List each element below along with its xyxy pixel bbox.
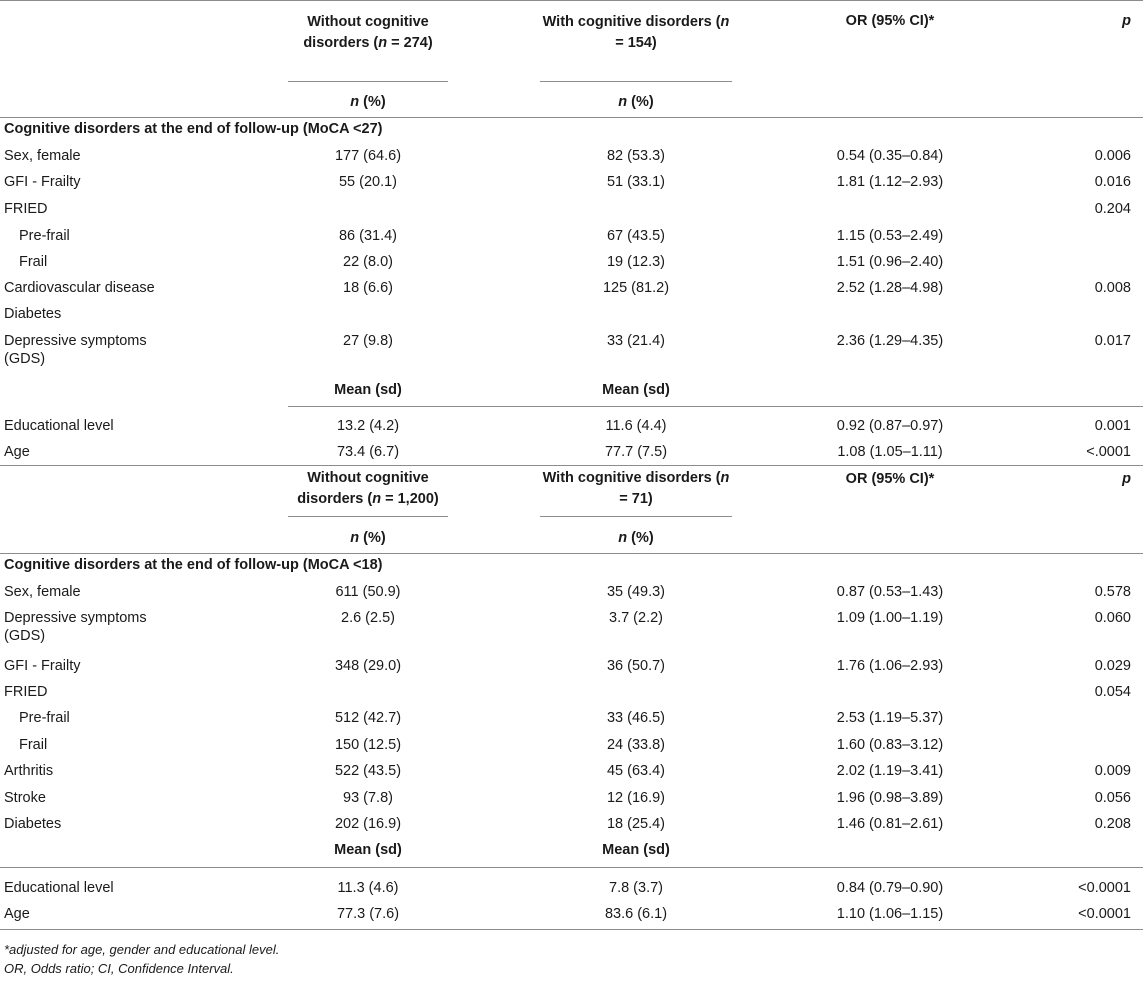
- cell-with: 83.6 (6.1): [604, 906, 668, 922]
- cell-without: 27 (9.8): [343, 333, 393, 349]
- cell-or: 1.81 (1.12–2.93): [836, 174, 944, 190]
- panel-divider-rule: [0, 465, 1143, 466]
- cell-or: 1.46 (0.81–2.61): [836, 816, 944, 832]
- cell-or: 1.10 (1.06–1.15): [836, 906, 944, 922]
- cell-with: 45 (63.4): [606, 763, 666, 779]
- cell-with: 18 (25.4): [606, 816, 666, 832]
- cell-without: 55 (20.1): [338, 174, 398, 190]
- header-without-col: Without cognitive disorders (n = 1,200): [297, 470, 439, 507]
- cell-with: 77.7 (7.5): [604, 444, 668, 460]
- cell-without: 77.3 (7.6): [336, 906, 400, 922]
- cell-p: <0.0001: [1078, 906, 1131, 922]
- header-underline-without: [288, 81, 448, 82]
- cell-p: 0.009: [1094, 763, 1131, 779]
- cell-p: 0.204: [1094, 201, 1131, 217]
- cell-without: 202 (16.9): [334, 816, 402, 832]
- cell-with: 24 (33.8): [606, 737, 666, 753]
- subheader-n-pct-without: n (%): [350, 94, 386, 110]
- cell-with: 19 (12.3): [606, 254, 666, 270]
- cell-with: 36 (50.7): [606, 658, 666, 674]
- cell-without: 13.2 (4.2): [336, 418, 400, 434]
- cell-without: 93 (7.8): [343, 790, 393, 806]
- row-label: Sex, female: [4, 148, 81, 164]
- row-label: Age: [4, 444, 30, 460]
- cell-or: 1.15 (0.53–2.49): [836, 228, 944, 244]
- cell-with: 3.7 (2.2): [609, 610, 663, 626]
- cell-with: 11.6 (4.4): [605, 418, 667, 434]
- row-label-cont: (GDS): [4, 628, 46, 644]
- row-label: Depressive symptoms: [4, 610, 147, 626]
- header-underline-with: [540, 516, 732, 517]
- cell-without: 86 (31.4): [338, 228, 398, 244]
- row-label: Pre-frail: [19, 710, 70, 726]
- cell-p: 0.029: [1094, 658, 1131, 674]
- row-label: Diabetes: [4, 816, 62, 832]
- cell-or: 2.53 (1.19–5.37): [836, 710, 944, 726]
- row-label: Frail: [19, 737, 48, 753]
- row-label: Pre-frail: [19, 228, 70, 244]
- cell-with: 33 (21.4): [606, 333, 666, 349]
- row-label: Arthritis: [4, 763, 54, 779]
- header-with-col: With cognitive disorders (n = 71): [542, 470, 730, 507]
- cell-p: <.0001: [1086, 444, 1131, 460]
- row-label: GFI - Frailty: [4, 174, 81, 190]
- table-top-rule: [0, 0, 1143, 1]
- cell-with: 51 (33.1): [606, 174, 666, 190]
- cell-with: 35 (49.3): [606, 584, 666, 600]
- cell-with: 67 (43.5): [606, 228, 666, 244]
- cell-without: 348 (29.0): [334, 658, 402, 674]
- row-label: Educational level: [4, 880, 114, 896]
- mean-header-without: Mean (sd): [334, 382, 402, 398]
- row-label: Age: [4, 906, 30, 922]
- row-label: Diabetes: [4, 306, 62, 322]
- cell-with: 7.8 (3.7): [609, 880, 663, 896]
- cell-or: 1.60 (0.83–3.12): [836, 737, 944, 753]
- cell-without: 2.6 (2.5): [341, 610, 395, 626]
- cell-or: 2.52 (1.28–4.98): [836, 280, 944, 296]
- cell-or: 1.51 (0.96–2.40): [836, 254, 944, 270]
- row-label: FRIED: [4, 684, 48, 700]
- cell-p: 0.578: [1094, 584, 1131, 600]
- cell-or: 0.84 (0.79–0.90): [836, 880, 944, 896]
- footnote-adjusted: *adjusted for age, gender and educational level.: [4, 942, 280, 957]
- row-label-cont: (GDS): [4, 351, 46, 367]
- header-or-col: OR (95% CI)*: [845, 13, 935, 29]
- mean-header-with: Mean (sd): [602, 382, 670, 398]
- cell-or: 2.36 (1.29–4.35): [836, 333, 944, 349]
- cell-with: 33 (46.5): [606, 710, 666, 726]
- header-underline-with: [540, 81, 732, 82]
- row-label: FRIED: [4, 201, 48, 217]
- header-without-col: Without cognitive disorders (n = 274): [303, 14, 433, 51]
- mean-header-rule: [0, 867, 1143, 868]
- row-label: Frail: [19, 254, 48, 270]
- mean-header-with: Mean (sd): [602, 842, 670, 858]
- mean-header-rule: [288, 406, 1143, 407]
- footnote-abbreviations: OR, Odds ratio; CI, Confidence Interval.: [4, 961, 234, 976]
- row-label: GFI - Frailty: [4, 658, 81, 674]
- cell-without: 18 (6.6): [343, 280, 393, 296]
- row-label: Sex, female: [4, 584, 81, 600]
- cell-without: 522 (43.5): [334, 763, 402, 779]
- row-label: Depressive symptoms: [4, 333, 147, 349]
- cell-or: 1.09 (1.00–1.19): [836, 610, 944, 626]
- cell-or: 0.54 (0.35–0.84): [836, 148, 944, 164]
- subheader-n-pct-without: n (%): [350, 530, 386, 546]
- section-title: Cognitive disorders at the end of follow-up (MoCA <27): [4, 121, 383, 137]
- cell-p: 0.008: [1094, 280, 1131, 296]
- cell-or: 0.92 (0.87–0.97): [836, 418, 944, 434]
- cell-p: 0.056: [1094, 790, 1131, 806]
- cell-or: 1.96 (0.98–3.89): [836, 790, 944, 806]
- header-p-col: p: [1122, 13, 1131, 29]
- cell-without: 177 (64.6): [334, 148, 402, 164]
- mean-header-without: Mean (sd): [334, 842, 402, 858]
- subheader-n-pct-with: n (%): [618, 94, 654, 110]
- header-with-col: With cognitive disorders (n = 154): [542, 14, 730, 51]
- cell-with: 12 (16.9): [606, 790, 666, 806]
- header-or-col: OR (95% CI)*: [845, 471, 935, 487]
- cell-or: 1.76 (1.06–2.93): [836, 658, 944, 674]
- row-label: Stroke: [4, 790, 46, 806]
- cell-or: 2.02 (1.19–3.41): [836, 763, 944, 779]
- row-label: Educational level: [4, 418, 114, 434]
- cell-without: 73.4 (6.7): [336, 444, 400, 460]
- cell-p: 0.060: [1094, 610, 1131, 626]
- cell-without: 512 (42.7): [334, 710, 402, 726]
- cell-p: 0.001: [1094, 418, 1131, 434]
- subheader-rule: [0, 117, 1143, 118]
- row-label: Cardiovascular disease: [4, 280, 155, 296]
- cell-p: <0.0001: [1078, 880, 1131, 896]
- section-title: Cognitive disorders at the end of follow-up (MoCA <18): [4, 557, 383, 573]
- cell-with: 125 (81.2): [602, 280, 670, 296]
- cell-or: 1.08 (1.05–1.11): [837, 444, 943, 460]
- cell-p: 0.054: [1094, 684, 1131, 700]
- cell-without: 150 (12.5): [334, 737, 402, 753]
- cell-p: 0.006: [1094, 148, 1131, 164]
- cell-without: 22 (8.0): [343, 254, 393, 270]
- cell-with: 82 (53.3): [606, 148, 666, 164]
- header-underline-without: [288, 516, 448, 517]
- cell-or: 0.87 (0.53–1.43): [836, 584, 944, 600]
- header-p-col: p: [1122, 471, 1131, 487]
- cell-p: 0.016: [1094, 174, 1131, 190]
- subheader-n-pct-with: n (%): [618, 530, 654, 546]
- cell-p: 0.017: [1094, 333, 1131, 349]
- subheader-rule: [0, 553, 1143, 554]
- cell-p: 0.208: [1094, 816, 1131, 832]
- table-bottom-rule: [0, 929, 1143, 930]
- cell-without: 11.3 (4.6): [337, 880, 399, 896]
- cell-without: 611 (50.9): [335, 584, 401, 600]
